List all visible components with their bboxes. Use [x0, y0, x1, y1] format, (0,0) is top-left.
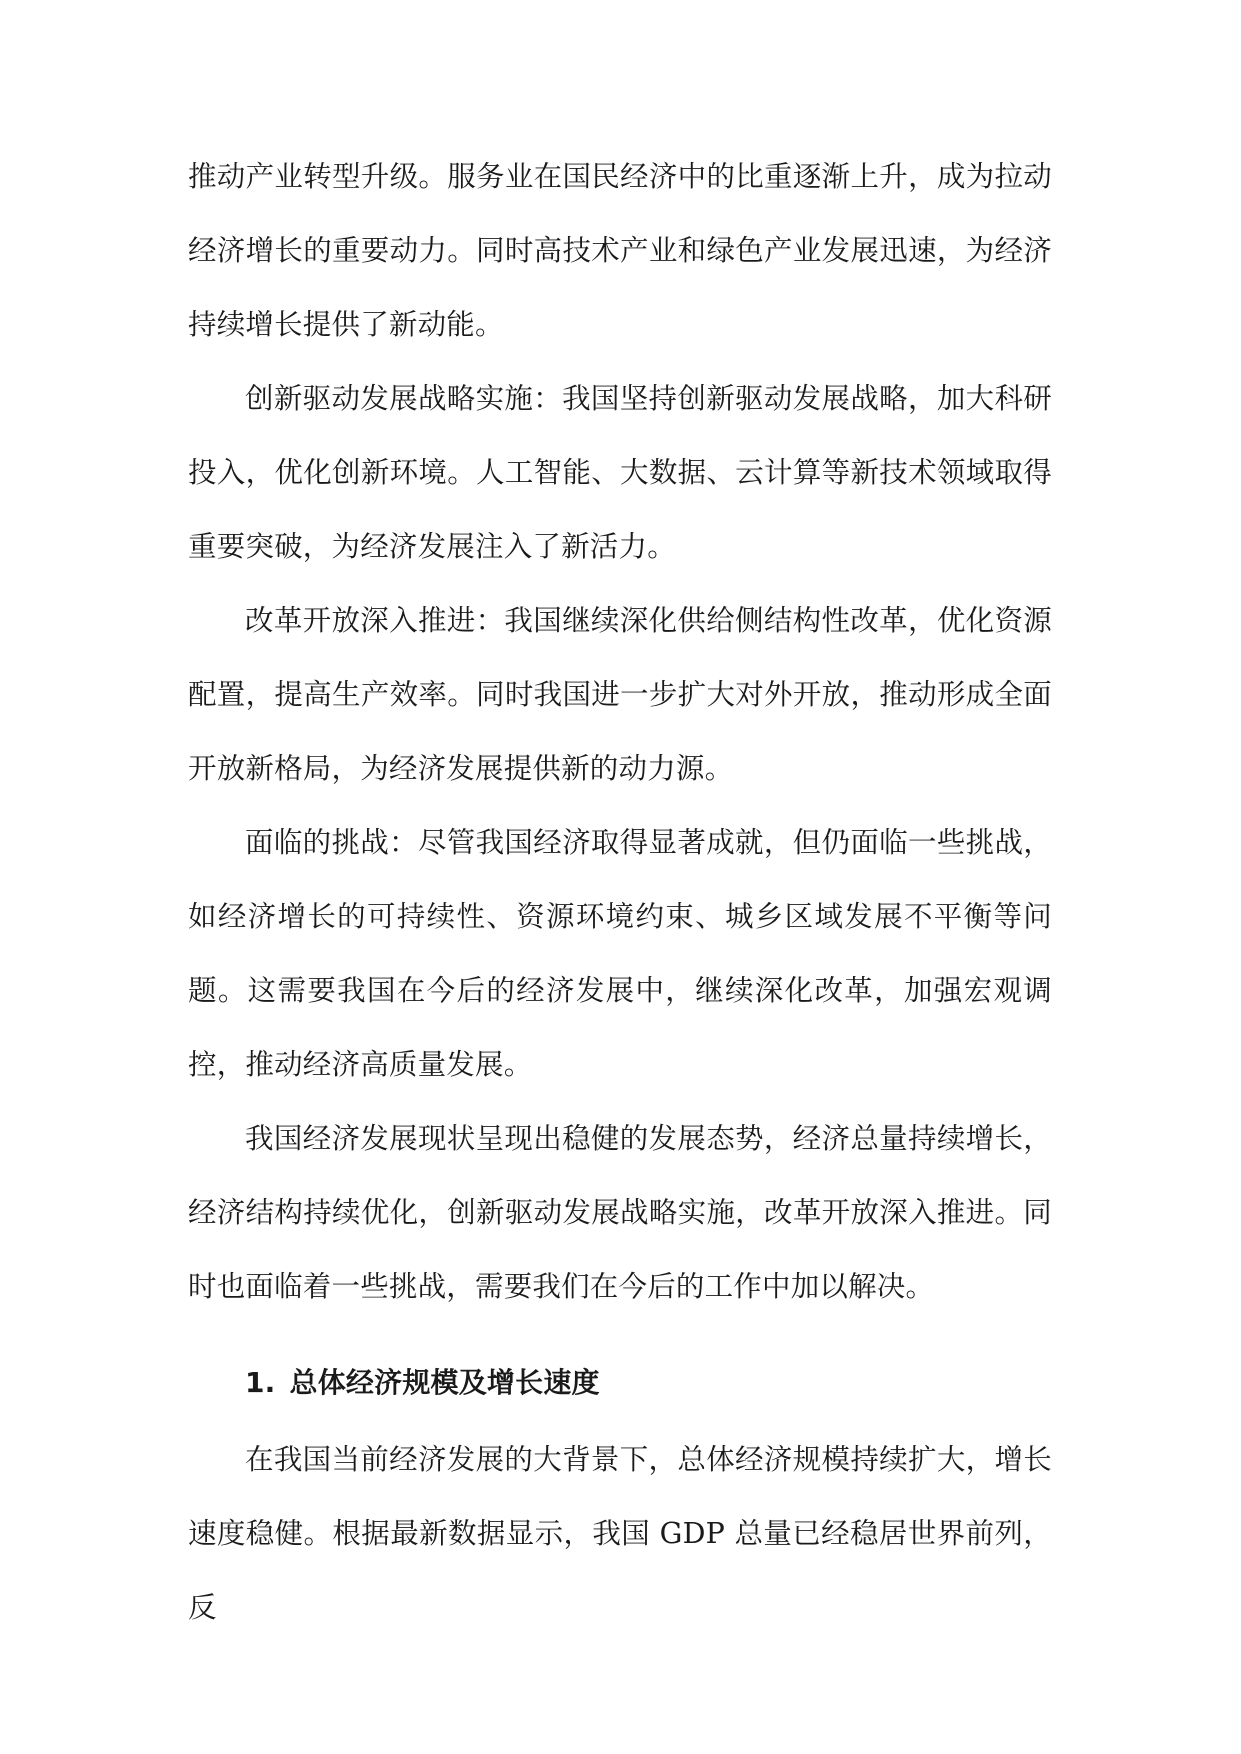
document-body — [188, 140, 1052, 1645]
section-heading — [188, 1343, 1052, 1423]
section-spacer — [188, 1324, 1052, 1343]
section-heading-number: 1. — [245, 1366, 276, 1399]
paragraph-reform-opening: 改革开放深入推进：我国继续深化供给侧结构性改革，优化资源配置，提高生产效率。同时我国进一步扩大对外开放，推动形成全面开放新格局，为经济发展提供新的动力源。 — [188, 604, 1052, 785]
paragraph-innovation-strategy: 创新驱动发展战略实施：我国坚持创新驱动发展战略，加大科研投入，优化创新环境。人工智能、大数据、云计算等新技术领域取得重要突破，为经济发展注入了新活力。 — [188, 382, 1052, 563]
paragraph-industry-upgrade: 推动产业转型升级。服务业在国民经济中的比重逐渐上升，成为拉动经济增长的重要动力。同时高技术产业和绿色产业发展迅速，为经济持续增长提供了新动能。 — [188, 160, 1052, 341]
paragraph-summary: 我国经济发展现状呈现出稳健的发展态势，经济总量持续增长，经济结构持续优化，创新驱动发展战略实施，改革开放深入推进。同时也面临着一些挑战，需要我们在今后的工作中加以解决。 — [188, 1122, 1052, 1303]
paragraph-economic-scale: 在我国当前经济发展的大背景下，总体经济规模持续扩大，增长速度稳健。根据最新数据显示，我国 GDP 总量已经稳居世界前列，反 — [188, 1443, 1052, 1624]
paragraph-challenges: 面临的挑战：尽管我国经济取得显著成就，但仍面临一些挑战，如经济增长的可持续性、资源环境约束、城乡区域发展不平衡等问题。这需要我国在今后的经济发展中，继续深化改革，加强宏观调控，推动经济高质量发展。 — [188, 826, 1052, 1081]
section-heading-title: 总体经济规模及增长速度 — [289, 1366, 600, 1399]
